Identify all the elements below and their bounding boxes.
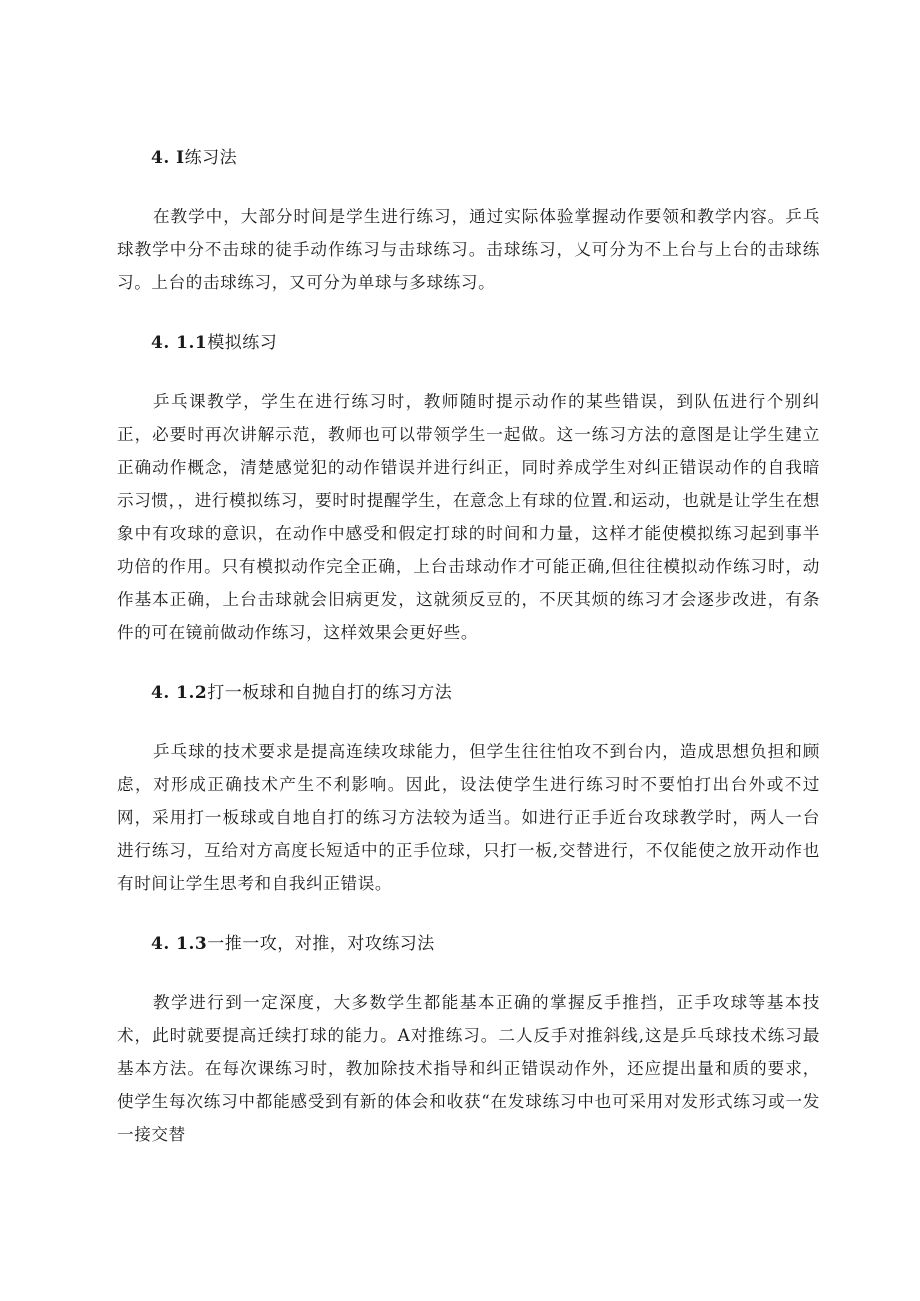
section-paragraph: 乒乓课教学，学生在进行练习时，教师随时提示动作的某些错误，到队伍进行个别纠正，必要时再次讲解示范，教师也可以带领学生一起做。这一练习方法的意图是让学生建立正确动作概念，清楚感觉犯的动作错误并进行纠正，同时养成学生对纠正错误动作的自我暗示习惯，，进行模拟练习，要时时提醒学生，在意念上有球的位置.和运动，也就是让学生在想象中有攻球的意识，在动作中感受和假定打球的时间和力量，这样才能使模拟练习起到事半功倍的作用。只有模拟动作完全正确，上台击球动作才可能正确,但往往模拟动作练习时，动作基本正确，上台击球就会旧病更发，这就须反豆的，不厌其烦的练习才会逐步改进，有条件的可在镜前做动作练习，这样效果会更好些。	[117, 392, 820, 642]
section-4-1-2	[117, 681, 820, 900]
section-paragraph: 教学进行到一定深度，大多数学生都能基本正确的掌握反手推挡，正手攻球等基本技术，此时就要提高迁续打球的能力。A对推练习。二人反手对推斜线,这是乒乓球技术练习最基本方法。在每次课练习时，教加除技术指导和纠正错误动作外，还应提出量和质的要求，使学生每次练习中都能感受到有新的体会和收获“在发球练习中也可采用对发形式练习或一发一接交替	[117, 993, 820, 1144]
heading-text: 练习法	[184, 148, 238, 168]
heading-number: 4. I	[151, 148, 185, 168]
section-heading	[151, 932, 820, 956]
heading-number: 4. 1.1	[151, 333, 208, 353]
section-paragraph: 在教学中，大部分时间是学生进行练习，通过实际体验掌握动作要领和教学内容。乒乓球教学中分不击球的徒手动作练习与击球练习。击球练习，乂可分为不上台与上台的击球练习。上台的击球练习，又可分为单球与多球练习。	[117, 207, 820, 292]
section-4-1-3	[117, 932, 820, 1151]
heading-text: 一推一攻，对推，对攻练习法	[207, 934, 435, 954]
section-heading	[151, 681, 820, 705]
section-heading	[151, 146, 820, 170]
heading-text: 模拟练习	[207, 333, 278, 353]
section-paragraph: 乒乓球的技术要求是提高连续攻球能力，但学生往往怕攻不到台内，造成思想负担和顾虑，对形成正确技术产生不利影响。因此，设法使学生进行练习时不要怕打出台外或不过网，采用打一板球或自地自打的练习方法较为适当。如进行正手近台攻球教学时，两人一台进行练习，互给对方高度长短适中的正手位球，只打一板,交替进行，不仅能使之放开动作也有时间让学生思考和自我纠正错误。	[117, 742, 820, 893]
section-4-1-1	[117, 331, 820, 649]
heading-number: 4. 1.3	[151, 934, 208, 954]
heading-text: 打一板球和自抛自打的练习方法	[207, 683, 453, 703]
section-heading	[151, 331, 820, 355]
heading-number: 4. 1.2	[151, 683, 208, 703]
section-4-1	[117, 146, 820, 299]
